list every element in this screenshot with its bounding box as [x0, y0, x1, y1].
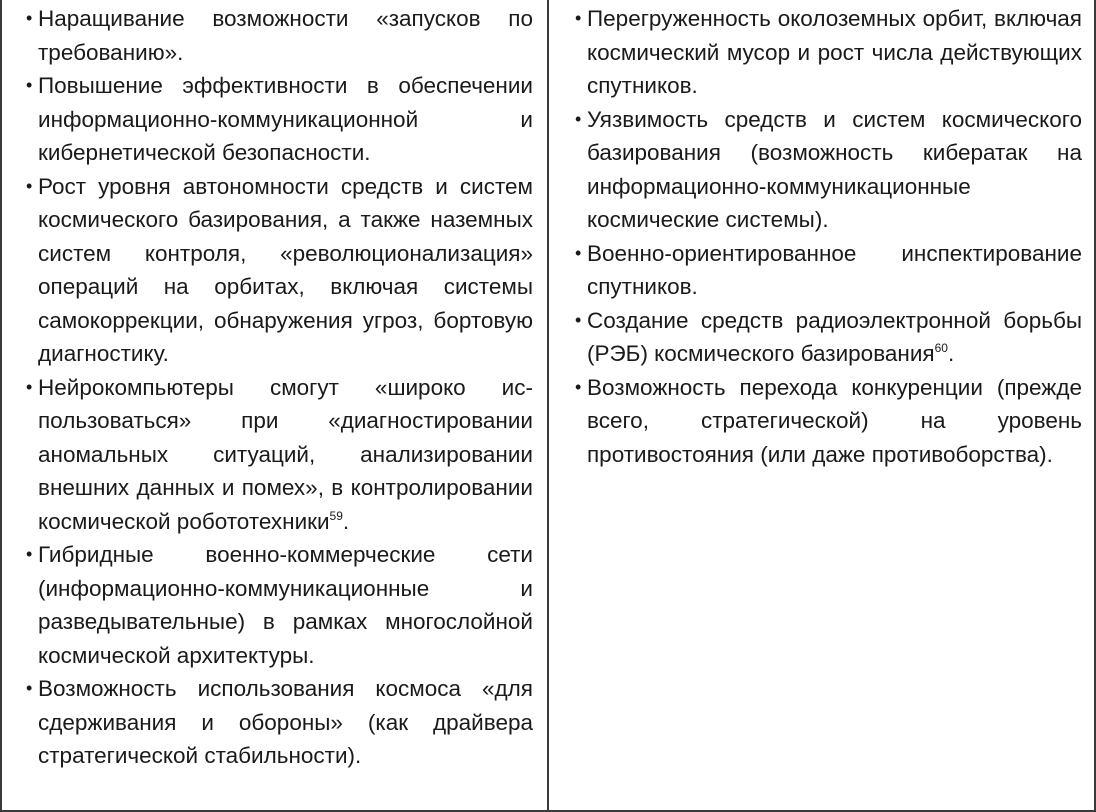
- list-item: [26, 2, 533, 69]
- list-item-text: Уязвимость средств и систем космического базирования (возможность кибератак на информационно-коммуникационные космические системы).: [587, 106, 1082, 232]
- list-item-text: Создание средств радиоэлектронной борьбы (РЭБ) космического базирования: [587, 307, 1082, 366]
- list-item-tail: .: [342, 508, 350, 534]
- list-item-text: Наращивание возможности «запусков по требованию».: [38, 6, 533, 65]
- list-item-text: Возможность использования космоса «для сдерживания и обороны» (как драйвера стратегической стабильности).: [38, 676, 533, 768]
- footnote-ref: 60: [934, 341, 948, 355]
- list-item: [26, 371, 533, 539]
- list-item: [575, 371, 1082, 472]
- list-item-text: Возможность перехода конкуренции (прежде всего, стратегической) на уровень противостояния (или даже противоборства).: [587, 374, 1082, 467]
- list-item: [575, 304, 1082, 371]
- right-column: [549, 0, 1096, 812]
- right-bullet-list: [575, 2, 1082, 471]
- list-item: [26, 69, 533, 170]
- left-bullet-list: [26, 2, 533, 773]
- list-item: [26, 170, 533, 371]
- list-item-text: Военно-ориентированное инспектирование спутников.: [587, 240, 1082, 299]
- list-item: [26, 538, 533, 672]
- list-item-text: Нейрокомпьютеры смогут «широко использоваться» при «диагностировании аномальных ситуаций, анализировании внешних данных и помех», в контролировании космической робототехники: [38, 374, 533, 534]
- list-item-text: Рост уровня автономности средств и систем космического базирования, а также наземных систем контроля, «революционализация» операций на орбитах, включая системы самокоррекции, обнаружения угроз, бортовую диагностику.: [38, 173, 533, 366]
- list-item-tail: .: [947, 341, 955, 366]
- list-item-text: Гибридные военно-коммерческие сети (информационно-коммуникационные и разведывательные) в рамках многослойной космической архитектуры.: [38, 542, 533, 668]
- footnote-ref: 59: [329, 508, 343, 523]
- list-item-text: Повышение эффективности в обеспечении информационно-коммуникационной и кибернетической безопасности.: [38, 73, 533, 165]
- list-item-text: Перегруженность околоземных орбит, включая космический мусор и рост числа действующих спутников.: [587, 6, 1082, 98]
- list-item: [575, 237, 1082, 304]
- list-item: [575, 2, 1082, 103]
- list-item: [26, 672, 533, 773]
- list-item: [575, 103, 1082, 237]
